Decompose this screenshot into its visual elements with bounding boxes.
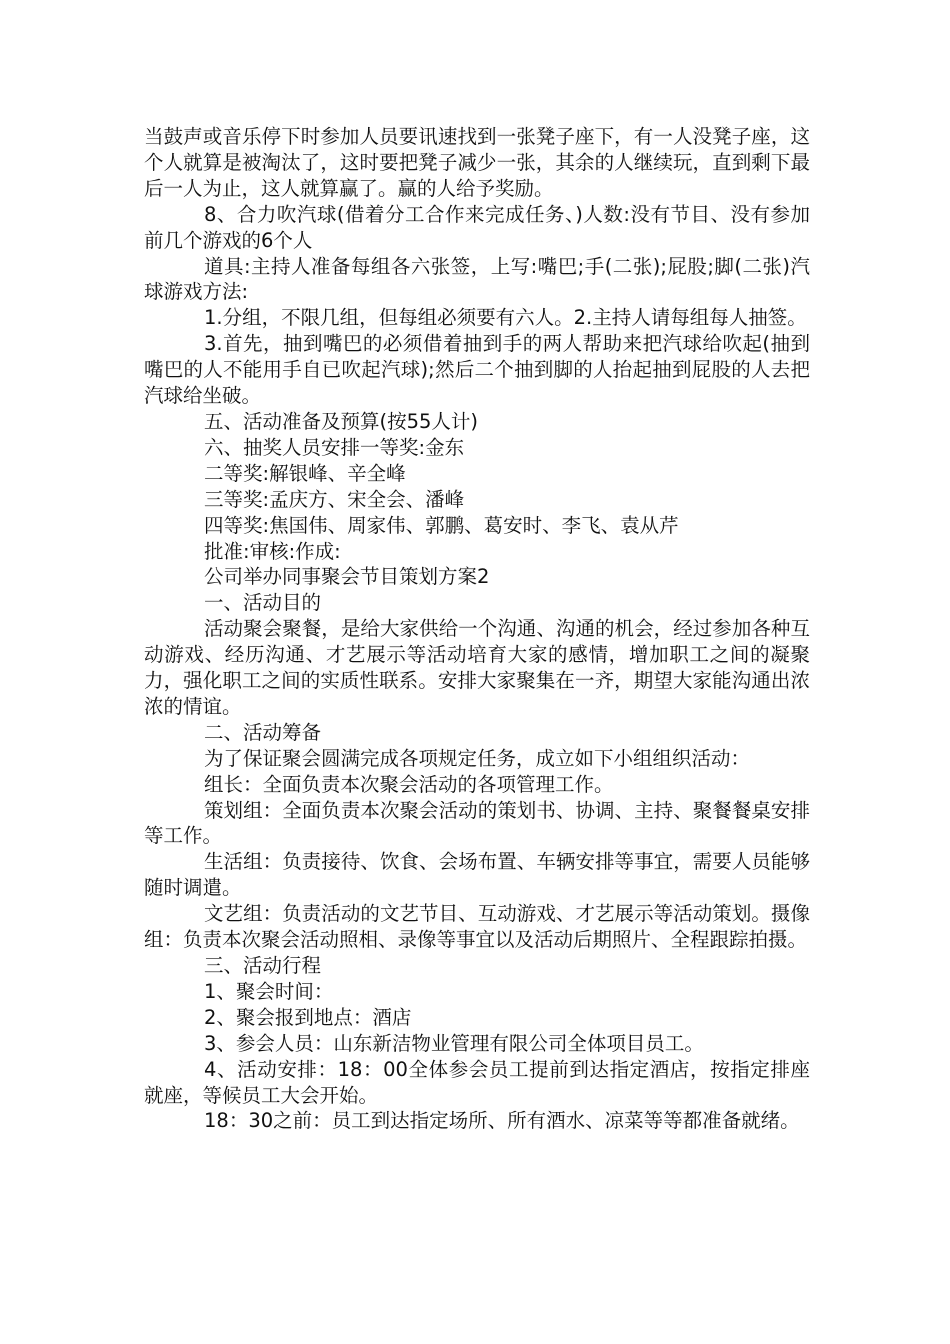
section-heading: 二、活动筹备 xyxy=(204,720,322,744)
paragraph: 为了保证聚会圆满完成各项规定任务，成立如下小组组织活动： xyxy=(204,746,751,770)
paragraph: 18：30之前：员工到达指定场所、所有酒水、凉菜等等都准备就绪。 xyxy=(204,1109,800,1133)
paragraph: 生活组：负责接待、饮食、会场布置、车辆安排等事宜，需要人员能够随时调遣。 xyxy=(144,850,810,900)
paragraph: 道具:主持人准备每组各六张签，上写:嘴巴;手(二张);屁股;脚(二张)汽球游戏方法: xyxy=(144,254,810,304)
paragraph: 4、活动安排：18：00全体参会员工提前到达指定酒店，按指定排座就座，等候员工大会开始。 xyxy=(144,1057,810,1107)
paragraph: 当鼓声或音乐停下时参加人员要讯速找到一张凳子座下，有一人没凳子座，这个人就算是被淘汰了，这时要把凳子减少一张，其余的人继续玩，直到剩下最后一人为止，这人就算赢了。赢的人给予奖励。 xyxy=(144,125,810,200)
paragraph: 二等奖:解银峰、辛全峰 xyxy=(204,461,406,485)
paragraph: 文艺组：负责活动的文艺节目、互动游戏、才艺展示等活动策划。摄像组：负责本次聚会活动照相、录像等事宜以及活动后期照片、全程跟踪拍摄。 xyxy=(144,902,810,952)
paragraph: 组长：全面负责本次聚会活动的各项管理工作。 xyxy=(204,772,614,796)
paragraph: 活动聚会聚餐，是给大家供给一个沟通、沟通的机会，经过参加各种互动游戏、经历沟通、才艺展示等活动培育大家的感情，增加职工之间的凝聚力，强化职工之间的实质性联系。安排大家聚集在一齐，期望大家能沟通出浓浓的情谊。 xyxy=(144,617,810,718)
paragraph: 8、合力吹汽球(借着分工合作来完成任务、)人数:没有节目、没有参加前几个游戏的6个人 xyxy=(144,202,810,252)
paragraph: 1.分组，不限几组，但每组必须要有六人。2.主持人请每组每人抽签。 xyxy=(204,306,807,330)
section-heading: 一、活动目的 xyxy=(204,591,322,615)
paragraph: 1、聚会时间： xyxy=(204,979,334,1003)
document-title: 公司举办同事聚会节目策划方案2 xyxy=(204,565,490,589)
document-body xyxy=(144,124,810,1134)
paragraph: 三等奖:孟庆方、宋全会、潘峰 xyxy=(204,487,465,511)
paragraph: 策划组：全面负责本次聚会活动的策划书、协调、主持、聚餐餐桌安排等工作。 xyxy=(144,798,810,848)
paragraph: 批准:审核:作成: xyxy=(204,539,341,563)
section-heading: 五、活动准备及预算(按55人计) xyxy=(204,409,479,433)
paragraph: 四等奖:焦国伟、周家伟、郭鹏、葛安时、李飞、袁从芹 xyxy=(204,513,679,537)
paragraph: 3、参会人员：山东新洁物业管理有限公司全体项目员工。 xyxy=(204,1031,704,1055)
paragraph: 六、抽奖人员安排一等奖:金东 xyxy=(204,435,465,459)
paragraph: 2、聚会报到地点：酒店 xyxy=(204,1005,412,1029)
paragraph: 3.首先，抽到嘴巴的必须借着抽到手的两人帮助来把汽球给吹起(抽到嘴巴的人不能用手自已吹起汽球);然后二个抽到脚的人抬起抽到屁股的人去把汽球给坐破。 xyxy=(144,332,810,408)
section-heading: 三、活动行程 xyxy=(204,954,322,977)
